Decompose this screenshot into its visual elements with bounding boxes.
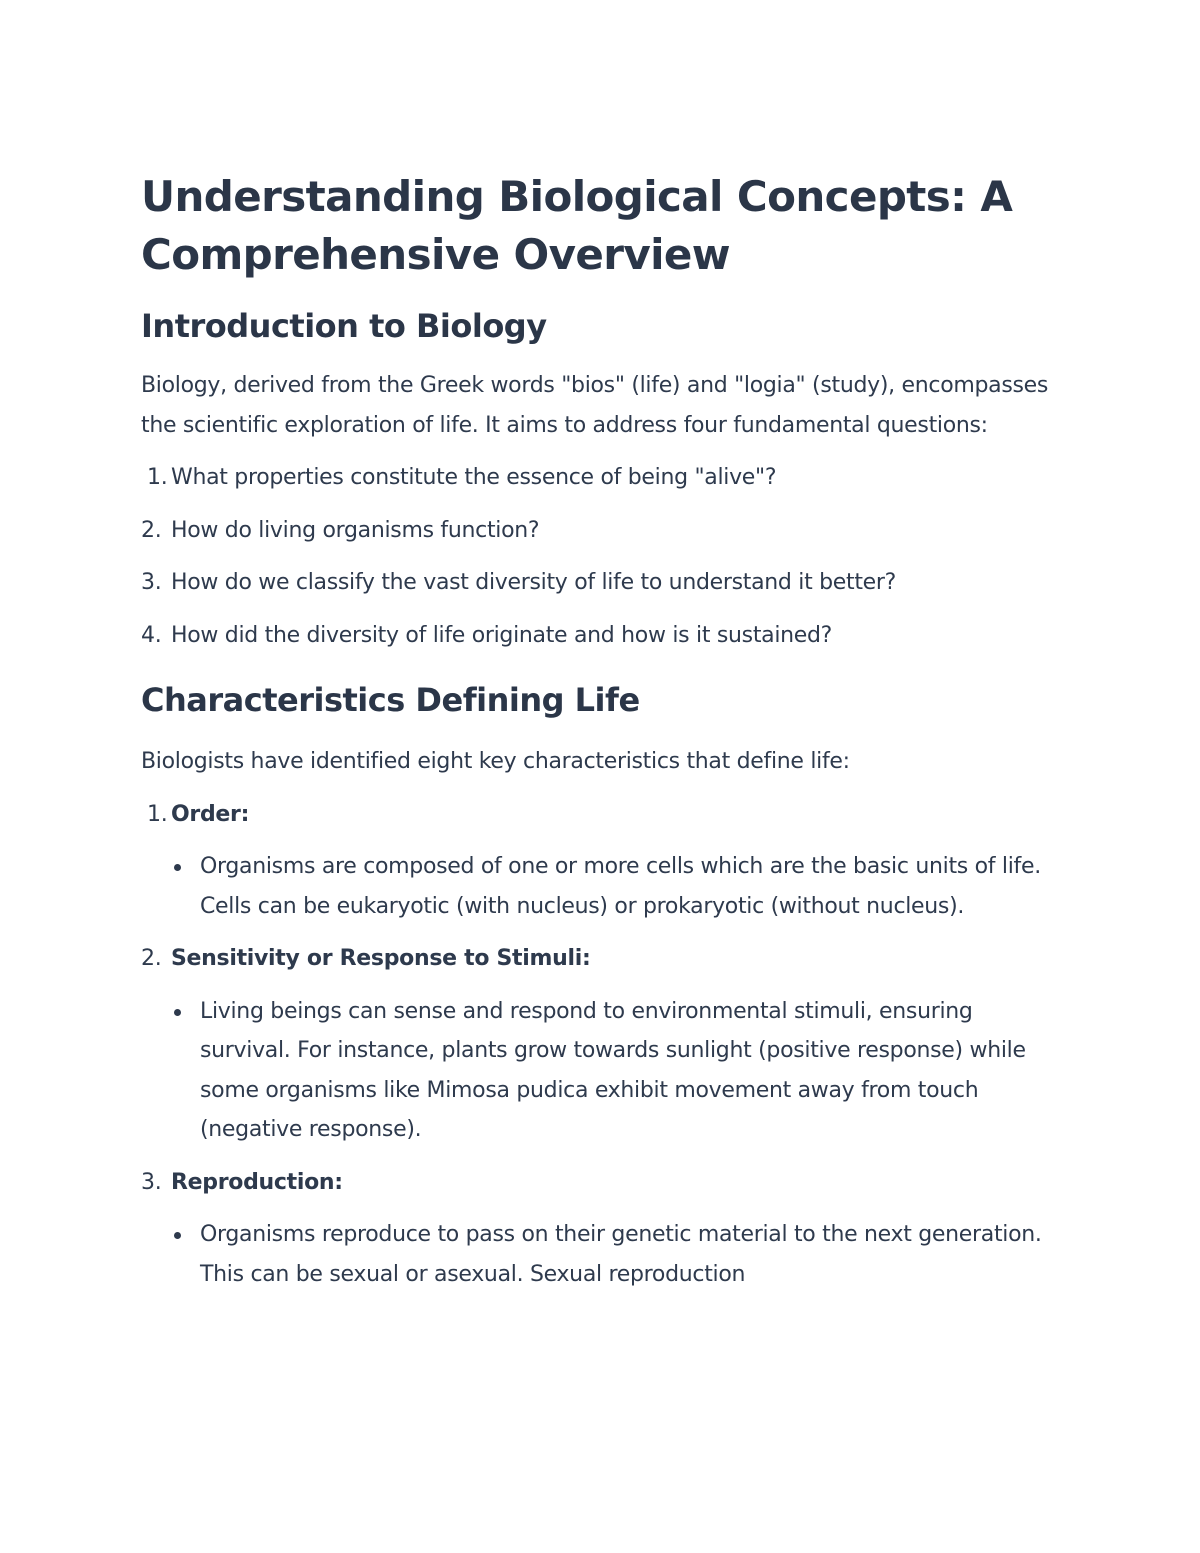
characteristic-heading bbox=[141, 795, 1061, 835]
bullet-list bbox=[141, 1215, 1061, 1294]
intro-paragraph: Biology, derived from the Greek words "bios" (life) and "logia" (study), encompasses the scientific exploration of life. It aims to address four fundamental questions: bbox=[141, 373, 1049, 438]
characteristic-title: Reproduction: bbox=[171, 1169, 343, 1195]
characteristic-heading bbox=[141, 939, 1061, 979]
bullet-item bbox=[141, 1215, 1061, 1294]
list-item bbox=[141, 511, 1061, 551]
list-item bbox=[141, 939, 1061, 1150]
bullet-dot-icon bbox=[174, 1232, 181, 1239]
characteristic-title: Order: bbox=[171, 801, 250, 827]
section-heading-characteristics: Characteristics Defining Life bbox=[141, 681, 640, 719]
bullet-text: Organisms are composed of one or more cells which are the basic units of life. Cells can be eukaryotic (with nucleus) or prokaryotic (without nucleus). bbox=[200, 854, 1041, 919]
list-number: 1. bbox=[147, 801, 168, 827]
list-number: 4. bbox=[141, 622, 162, 648]
list-item bbox=[141, 563, 1061, 603]
list-item bbox=[141, 616, 1061, 656]
document-page bbox=[141, 168, 1061, 1294]
list-text: How do living organisms function? bbox=[171, 517, 540, 543]
bullet-item bbox=[141, 847, 1061, 926]
characteristic-heading bbox=[141, 1163, 1061, 1203]
list-number: 1. bbox=[147, 465, 168, 490]
questions-list bbox=[141, 458, 1061, 655]
section-heading-introduction: Introduction to Biology bbox=[141, 307, 547, 345]
list-number: 3. bbox=[141, 570, 162, 595]
list-text: What properties constitute the essence of being "alive"? bbox=[171, 465, 777, 490]
bullet-item bbox=[141, 992, 1061, 1150]
bullet-text: Organisms reproduce to pass on their genetic material to the next generation. This can be sexual or asexual. Sexual reproduction bbox=[200, 1222, 1042, 1287]
characteristic-title: Sensitivity or Response to Stimuli: bbox=[171, 946, 591, 971]
bullet-text: Living beings can sense and respond to environmental stimuli, ensuring survival. For instance, plants grow towards sunlight (positive response) while some organisms like Mimosa pudica exhibit movement away from touch (negative response). bbox=[200, 998, 1026, 1142]
list-item bbox=[141, 1163, 1061, 1295]
list-number: 2. bbox=[141, 946, 162, 971]
characteristics-paragraph: Biologists have identified eight key characteristics that define life: bbox=[141, 749, 850, 774]
list-number: 2. bbox=[141, 517, 162, 543]
list-item bbox=[141, 795, 1061, 927]
list-text: How do we classify the vast diversity of life to understand it better? bbox=[171, 570, 897, 595]
bullet-dot-icon bbox=[174, 1009, 181, 1016]
list-item bbox=[141, 458, 1061, 498]
list-number: 3. bbox=[141, 1169, 162, 1195]
bullet-list bbox=[141, 992, 1061, 1150]
bullet-list bbox=[141, 847, 1061, 926]
bullet-dot-icon bbox=[174, 864, 181, 871]
list-text: How did the diversity of life originate and how is it sustained? bbox=[171, 622, 833, 648]
characteristics-list bbox=[141, 795, 1061, 1295]
document-title: Understanding Biological Concepts: A Comprehensive Overview bbox=[141, 172, 1013, 279]
